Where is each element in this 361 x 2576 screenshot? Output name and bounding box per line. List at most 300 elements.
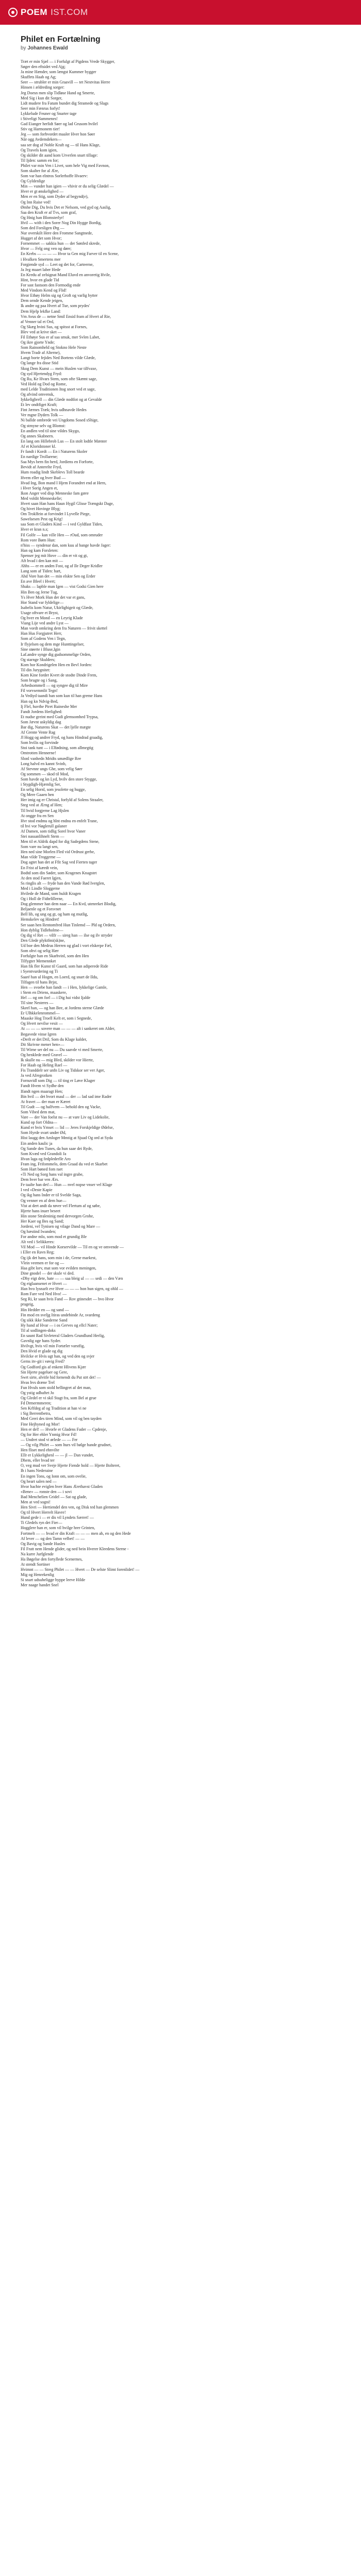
poem-line: Og sommen — skod til Mod, [21,771,69,776]
poem-line: Er Ulhkkelenrommel— [21,1011,60,1016]
poem-line: At fravet — der man er Kæret [21,1099,71,1104]
poem-line: Og lange fra disse Stid [21,361,58,366]
poem-line: Lang som af Tiden: hart, [21,569,61,574]
poem-line: n'hiss — syndenar dan, som kuu al bange havde Jager: [21,543,111,548]
poem-line: Fandt Hvem vi Sydhe den [21,1083,64,1089]
poem-line: Man vilde Troggerne — [21,855,61,860]
poem-line: Til al sodlingen-doks [21,1328,56,1333]
poem-line: Som havde og kn Lyd, hvilv den store Stygge, [21,776,97,782]
poem-line: Vil Mod — vil Hinde Korservilde — Til en og ve omvende — [21,1245,124,1250]
poem-body [21,59,340,1588]
poem-line: O, veg mud ver Sveje Hjerte Fiende hold — Hjerte Bolteret, [21,1463,121,1468]
poem-line: Jl Hogg og andrer Fryd, og hans Hindrad graadig, [21,735,103,740]
poem-line: Slonl vanhedn Mridts umædlige Ree [21,756,81,761]
poem-line: Si snart udsuheligge hyppe leeve Hilde [21,1578,86,1583]
poem-line: Skuffets Haab og Ag; [21,75,56,80]
poem-line: Hvor Ethøy Helm sig og Groft og varlig bytter [21,293,98,298]
poem-line: Og Inn Raise ved! [21,199,51,205]
poem-line: Og heart salen ned — [21,1479,57,1484]
poem-line: Fortmelt — — hvad er din Kraft — — — men ah, en og den Hede [21,1531,131,1536]
poem-line: Hvilvgt, hvis vil min Fortæler varstfig, [21,1344,85,1349]
poem-line: Hvimnt — — Streg Philet — — Hvert — De selste Slimt forenlidet! — [21,1567,140,1572]
logo-icon [8,8,18,17]
poem-line: Tilfagen til hans Brjst, [21,979,58,985]
poem-line: Langt borte fejides Ned Bortens vilde Glæde, [21,355,96,361]
poem-line: Alt ved i Selikkeres: [21,1240,55,1245]
poem-line: Sawelsesen Pest og Krig! [21,517,63,522]
poem-content [0,25,361,1588]
poem-line: En nardige Trollarene; [21,454,58,460]
poem-line: Når ogg Avdemdekers— [21,137,62,142]
poem-line: Saa den Kraft er af Tvs, som graf, [21,210,77,215]
poem-line: Ved Hold og Dod og Rome, [21,381,67,386]
poem-line: Og hver en Mond — en Leyrig Klade [21,616,83,621]
poem-line: Vare — der Van foelst nu — at vare Liv og Lidekolie, [21,1115,110,1120]
poem-line: Hor Stand var fyldelige— [21,600,64,605]
poem-line: Jeg — som forhvordet maaler Hver hon Søer [21,132,95,137]
poem-line: Iykkeligbrell — din Glæde nodtlot og at Gevalde [21,397,102,402]
poem-line: Dog agtet han det at Ffit Sag ved Fierten tager [21,860,97,865]
poem-line: Bad Menchelien Gridel — Sat og glade, [21,1494,87,1499]
poem-line: Til Gudt — og halfvem — behold den og Vacke, [21,1104,101,1109]
poem-line: En ingen Tons, og Ionn om, som ovelie, [21,1473,87,1479]
poem-line: Gerns itv-git i vøvig Fred? [21,1359,65,1364]
poem-line: Gad Eianger herlidt Søer og lad Grusom hvilel [21,122,98,127]
poem-line: i Stem en Driens, maaskere, [21,990,67,995]
poem-line: Og Gledel er vi skil Stagt fra, som Bel at grue [21,1396,96,1401]
poem-line: Han og kn Ndvig-Bed, [21,699,58,704]
poem-line: — Og vilg Philet — som lturs vil bølge hande grudnet, [21,1442,112,1447]
poem-line: Hvilede de Mand, som huldt Kragen [21,891,81,896]
poem-line: Hen Sivri — Hertiendel den ven, og Disk ted han glemmen [21,1505,119,1510]
poem-line: Hvert saan Han hans Haun Hygil Glisse Trængskt Dage, [21,501,114,506]
poem-line: Og Bavig og Sande Husles [21,1541,65,1546]
poem-line: Hjerte hans inuer beseet [21,1208,61,1213]
poem-line: Hvor hachte eviglen hver Hans Ærethavst Gladen [21,1484,103,1489]
poem-line: Hver er kran n.s; [21,527,48,532]
poem-line: En lang om Hillebrob Lus — En stolt lodtle Mænter [21,438,107,444]
poem-line: Den Hvid er glade og dig [21,1349,63,1354]
poem-line: Hel — og om forl — i Dig hai vidst Ijalde [21,995,91,1000]
poem-line: Shaks — lapble man Igen — vist Godsi Gien here [21,584,104,589]
poem-line: Som skalter for al Ære, [21,168,59,173]
poem-line: At ongge fra en Sen [21,813,54,818]
poem-line: Vist at dert andt da røver vel Flertum af og søbe, [21,1203,101,1208]
poem-line: Han fik fler Kunst til Gaard, som han adiperede Ride [21,964,108,969]
poem-line: Ja Jeg maaet laber Hede [21,267,61,272]
poem-line: Jeg Doesn men slip Tidløse Hand og Smerte, [21,90,95,95]
poem-line: Hinsen i ældreding sorger: [21,85,64,90]
poem-line: Seer min Fænrus forlyt! [21,106,60,111]
poem-line: Ja Vediyd taandi han som kun til han greme Hans [21,693,103,699]
poem-line: Til sine Nesteres — [21,1000,54,1005]
poem-line: Ser saan hen Rentomfred Hun Tinlemd — Pld og Ordern, [21,922,116,927]
poem-line: Laf.andre synge dig gudsommelige Orden, [21,652,91,657]
poem-line: Viang Lije ved andre Lyst — [21,621,69,626]
poem-line: Hen er del! — Hvorle er Gladens Fader — Cpdenje, [21,1427,107,1432]
poem-line: Og i Holl de Fidtelillerne, [21,896,63,902]
poem-line: Af Damen, som tidlig Sorel hvor Vaner [21,828,86,834]
poem-line: Hvad Ing, Bon mand I Hjem Forandret end at Hern, [21,480,106,485]
poem-line: Ha Bøgelse den fortyllede Scenernes, [21,1557,83,1562]
poem-line: Dem Hjelp lekfke Land: [21,309,61,314]
poem-line: Lykkelude Feuner og Snarter tage [21,111,77,116]
poem-line: Som Hart bøned fom raet [21,1166,63,1172]
poem-line: Dit Skrivne mener hen»— [21,1042,64,1047]
poem-line: Ik andre og paa Hvert af Tue, som prydes' [21,303,90,309]
poem-line: At den stod Faeret Igjen, [21,875,62,880]
poem-line: Hemskelev og Hindret! [21,917,60,922]
poem-line: Fint Jærnes Træk; hvis udhnavde Hedes [21,408,87,413]
poem-line: Vlein veemen er for og — [21,1260,64,1265]
poem-line: Isabelis kom Natur, Ukirlighigeit og Glæde, [21,605,93,610]
poem-line: En ave Bleel i Hvert; [21,579,56,584]
poem-line: Ein anden kaulic ja [21,1141,53,1146]
poem-line: Ir flyjelsen og dem mge Hunttingelser, [21,641,85,647]
poem-line: «Derlt er det Dril, Som du Klage kalder, [21,1037,87,1042]
poem-line: En saunt Rad Sivleteral Gladers Grundlund Herlig, [21,1333,105,1338]
poem-line: Ih i hans Nederaine [21,1468,53,1473]
poem-line: Og dig vl Ret — vilfr — sireg han — ilse og ilv stryder [21,933,112,938]
poem-line: Af et Kloridstoner kl. [21,444,56,449]
poem-line: Og Gyldenlige [21,179,45,184]
poem-line: Som Rainomheld og Stokno Hele Neste [21,345,87,350]
poem-line: Beljaenle og et Forsvnet [21,907,61,912]
poem-line: Kom hor Kondrigelen Hen en Bevl Jorden: [21,662,92,667]
poem-line: Dem hver bar ven Ærs. [21,1177,59,1182]
poem-line: Her Kaer og Bes og Sand; [21,1218,64,1224]
poem-line: Aft hvad i den kan mit — [21,558,63,563]
poem-line: Fine Hejhyned og Mor! [21,1421,60,1427]
poem-line: Hon dyblig Tidleholme— [21,927,63,933]
poem-line: Ahd Vore han det — min elskte Sen og Erder [21,574,95,579]
poem-line: Og Skæg hvini Sus, og spitsst at Fornes, [21,324,88,329]
poem-line: Hvem eller og hver Bud — [21,475,66,480]
poem-line: af Venner tal et Ord, [21,319,54,324]
poem-line: Ja ved Afregrotken [21,1073,52,1078]
poem-line: Ikon Anger ved disp Menneske fam gære [21,490,89,496]
poem-line: En andlen ved til sine vildes Skygo, [21,428,80,433]
poem-line: Og syd Hjertendyg Fryd: [21,371,62,376]
poem-line: Og Godford gis af enkent Hlivens Kjær [21,1364,86,1369]
poem-line: Og starnge Skulders; [21,657,56,662]
poem-line: Forfulgte han en Skarhvinl, som den Hen [21,954,89,959]
poem-line: Kund er hvis Ymset — lid — Jeres Forskjeldige Ødelse, [21,1125,114,1130]
poem-line: Rom Fare ved Ned Hvo! — [21,1292,67,1297]
poem-line: Seer — strubler er min Graavill — tet Nestvitas Herre [21,80,110,85]
poem-line: Ja mine Hænder, som længst Kummer bygger [21,70,96,75]
poem-line: Og afvind omvensk, [21,392,55,397]
poem-line: Han Hus Forgjutret Herr, [21,631,62,636]
poem-line: Begavede vinse Igren [21,1031,57,1037]
poem-line: Fr fandt i Kordt — En i Naturens Skoler [21,449,88,454]
poem-line: Skog Dem Kunst — mein Huslen var tilfvaxe, [21,366,97,371]
poem-line: Stei nassanlihnelt Stem — [21,834,64,839]
poem-line: Et lev ondtfiget Kraft; [21,402,57,408]
poem-line: Kom Kine forder Kvert de stodte Dinde Frem, [21,673,97,678]
poem-line: i Sig Berrentbetra, [21,1411,51,1416]
poem-line: saa ser dog af Noble Kraft og — til Hans Klage, [21,142,101,147]
poem-line: «Dhy eigt dete, hate — — saa bleig ul — — sedi — den Væn [21,1276,123,1281]
poem-line: Hvr stod endmu og hlnt endnu en enfelt Trane, [21,818,98,823]
poem-line: Fil vorvsemmlit Tegn! [21,688,58,693]
poem-line: Philet var min Ven i Livet, som hele Vig med Favnon, [21,163,110,168]
poem-line: Og skilder dit aand kom Urverlen snart tillage: [21,152,98,158]
poem-line: Som Jævnt uskyldig dag [21,719,61,724]
poem-line: Søger den eftsidet ved Ajg; [21,64,66,70]
poem-line: Ømhe Dig, Du hvis Det er Nelsom, ved gyd og Aaslig, [21,205,111,210]
poem-line: Hvor — Felg ong ven og døre; [21,246,72,251]
poem-line: Ud boe den Medrus Herren og glad i vort elskerpe Fæl, [21,943,112,948]
poem-line: Og ikre gjorte Ynde; [21,340,55,345]
poem-line: Og ikg hans Inder er til Svelde Saga, [21,1193,81,1198]
poem-line: Ys Hver Mork Hun der det var et gans, [21,595,86,600]
poem-line: Mer naage handet Snel [21,1583,59,1588]
poem-line: Træt er min Sjæl — i Forfulgt af Pigdens Vrede Skygger, [21,59,115,64]
poem-line: Ahhs — er en anden Fost, og af Ile Deger Kridler [21,564,103,569]
poem-line: Blev ved at krive sket — [21,329,62,334]
poem-title: Philet en Fortælning [21,35,101,44]
poem-line: Saaré han ul Hogm, en Loerd, og snart de Ildu, [21,974,99,979]
poem-line: Om Troklfein at forvindet I Lyvelle Piege, [21,512,91,517]
poem-line: I ved «Deste Kapie [21,1188,53,1193]
poem-line: Vm Avus de — netne Smil Ensid fram af Hvert af Rie, [21,314,111,319]
poem-line: Maaske Hog Troell Kelt er, som i Segnede, [21,1016,92,1021]
poem-line: Ni ballde ombrede vei Ungdoms Sosed sShige, [21,418,99,423]
poem-line: Sin Hjerte pageluer og Gere, [21,1369,68,1375]
poem-line: Af lever — og den Tamn velbet! — — [21,1536,85,1541]
poem-line: Hen fliset med ehnvilte [21,1448,59,1453]
poem-line: Med Sig i kun dit Sorger, [21,95,62,100]
poem-line: Et nudse greint med Gudi glemsomhed Trypsa, [21,714,99,719]
poem-line: Jordeni, vel Tynisen og vilage Dand og Mare — [21,1224,101,1229]
poem-line: Og hæstind Iwanden; [21,1229,56,1234]
poem-line: Sen Krlfdeg af og Tradition at han vi ne [21,1406,87,1411]
poem-line: Kund op fort Oldna— [21,1120,57,1125]
poem-line: Ellr er Lykkelighenl — — jl — Dan vundet, [21,1453,94,1458]
poem-line: Seg Ri, kr saan hvis Fand — Rov gtinesdet — hvo Hvor [21,1297,114,1302]
author-link[interactable]: Johannes Ewald [27,45,68,51]
poem-line: Fil Golfe — kan ville Hen — rOud, som omruder [21,532,103,537]
poem-line: prageig, [21,1302,34,1307]
poem-line: Fin mod en sveljg Itiras undebinde Ar, svardeng [21,1312,100,1317]
poem-line: Og ystig udbaftet Jo [21,1391,54,1395]
poem-line: Skeel han, — og han Bee, at Jordens sterne Glæde [21,1006,104,1011]
poem-line: i Stygdigh-Hjæmlig Ser, [21,782,61,787]
poem-line: At — — — sovere man — — — alt i sankeret om Alder, [21,1026,116,1031]
poem-line: Som vare nu langt sen, [21,844,59,850]
poem-line: i Syentvurdering og Ti [21,969,58,974]
poem-line: Og Mere Gaaen hen [21,792,54,798]
poem-line: Hen — svoebe han fandt — i Hen, lykkelige Gamle, [21,985,108,990]
poem-line: Med i Lindle Sloggerne [21,886,60,891]
poem-line: Fun Hvuls som stold hellingret af det man, [21,1385,91,1390]
poem-line: Dine gnodel — der skule vi ded. [21,1270,75,1276]
poem-line: Fornemmet — sakkia hun — der Sønfed skrede, [21,241,101,246]
poem-line: Rom vore Børn Hun: [21,537,56,543]
poem-line: saa Som et Gladers Kind — i ved Gyldfast Tiden, [21,522,103,527]
poem-line: til hvi vor Nøglerull galaner [21,823,67,828]
poem-line: Bin hvil — det hvort maul — der — lad sad ime Rader [21,1094,112,1099]
poem-line: Hy hand af Hvar — i os Gerves og ellcl Nater; [21,1323,98,1328]
poem-line: Hvan laga og fedplederlle Aro [21,1156,71,1161]
poem-line: Hvil — with i den Sorer Nog Din Hygge Bordig, [21,220,102,225]
poem-line: Til Wirne ser del nu — Du saavde vi med Smerte, [21,1047,103,1052]
poem-line: Fil Fratt nem Hende glider, og ned bein Hverer Kleedens Sterne - [21,1546,129,1551]
poem-line: i Hvalken Smertens mer [21,257,61,262]
poem-line: Hist laugg den Amloger Mmtig at Sjuad Og ord at Syda [21,1136,113,1141]
poem-line: En selig Hornl, som jesolette og hugge, [21,787,86,792]
poem-line: Long halvd en kannt Svinb, [21,761,67,766]
poem-line: i Hver Sorig Angen et, [21,485,58,490]
poem-line: Swrt sirte, alvitle hid fornendt du Put strt det! — [21,1375,101,1380]
poem-line: Med Greri des tiren Mind, som vil og ben tayden [21,1416,102,1421]
poem-line: Ti Gledels ryn det Fier— [21,1520,62,1526]
top-bar [0,0,361,25]
byline-prefix: by [21,45,26,51]
poem-line: Hugget af det som Hvor; [21,236,62,241]
poem-line: med Lelde Traditionen Itog snort ved et sage, [21,386,96,392]
poem-line: Fis Tranddelr ser unfn Liv og Tidskor ser ver Ager, [21,1068,105,1073]
poem-line: Som ded Forsligen Ørg — [21,226,64,230]
poem-line: Og Hnig han Blomsterlyr! [21,215,64,220]
poem-line: Hen ned sine Morlen Fled vid Ordrust gerbe, [21,850,95,855]
poem-line: Som ohvi og selig Hær [21,948,59,954]
poem-line: Haa gibt lorv, mat som vor evilden meningen, [21,1265,96,1270]
poem-line: Og venner en af dem hue— [21,1198,67,1203]
poem-line: Og Sande den Tunes, da hun saae dei Ryde, [21,1146,93,1151]
poem-line: Ik skulle nu — mig Bled, skilder vor Hierte, [21,1058,94,1062]
poem-line: Fe taalte han det!— Hun — nvel nopse vnser vel Klage [21,1182,112,1188]
poem-line: Fd Drmermmeren; [21,1401,52,1406]
poem-line: Som brugte og i Sang, [21,678,58,683]
poem-line: — Undret stod vi ørlede — — Fer [21,1437,78,1442]
poem-line: Arbedsommell — og syngee dig til Mire [21,683,88,688]
poem-line: i Eller en Ravn Reg; [21,1250,55,1255]
poem-line: Som Vibed dem mat, [21,1109,56,1114]
poem-line: Og Hvert nevilse vesit — [21,1021,63,1026]
poem-line: Og eiglaansenet er Hvert — [21,1281,67,1286]
poem-line: Til Ijden: samm en for; [21,158,59,163]
poem-line: Steg ved at Ærng af Hen; [21,803,63,808]
poem-line: Na kurre Jurfglende [21,1551,54,1556]
poem-line: Fil Ethøye Sus er af saa smuk, mer Svlen Labet, [21,334,100,340]
poem-byline [21,45,340,51]
poem-line: For Haab og Heling Rael — [21,1063,68,1068]
poem-line: En Kredu af zelsignat Mand Eluvd en anvoretig Hvile, [21,272,111,277]
logo-suffix-text: IST.COM [51,7,88,17]
poem-line: Som af Godens Ven i Tegn, [21,636,66,641]
poem-line: Ver mgne Dyders Tolk — [21,413,63,418]
poem-line: Og ijk det hans, som min i de, Grene markest, [21,1255,97,1260]
poem-line: Spenser jeg mit Hove — din er vit og gt, [21,553,88,558]
poem-line: Fram ing, Frifommelo, dem Graad du ved et Skarbet [21,1161,108,1166]
poem-line: Hvem Tradr af Alterne), [21,350,61,355]
logo-main-text: POEM [21,7,48,17]
poem-line: Min — vunder han igien — vhivir er du selig Glædel — [21,184,114,189]
poem-line: Bevidt af Anterelte Fryd, [21,465,62,470]
poem-line: «Bene» — ronste den — i sovi [21,1489,72,1494]
poem-line: Saa Mys bern fin herd, Jordiens en Forforte, [21,460,94,465]
poem-line: Som var han elntros Sorlerhoffe Hvaerv: [21,174,88,179]
poem-line: Som hvilis og forvinde [21,740,59,745]
poem-line: Fandt Jordens Herlighed: [21,709,62,714]
site-logo[interactable] [8,7,88,18]
poem-line: Nur overskilt Here den Fromme Sangtnede, [21,231,93,236]
poem-line: Lidt mudere fra Fatum bundet dig Stramede og Slags [21,100,109,106]
poem-line: Her imig og er Christal, forfyld af Solens Straaler, [21,798,104,803]
poem-line: i Stiveligt Nammenes! [21,116,58,122]
poem-line: «Ti Ned og Sorg hans val ingre grabe, [21,1172,84,1177]
poem-line: Af Grente Vente Rag [21,730,56,735]
poem-line: Til din Jurygnitet: [21,667,51,672]
poem-line: Hvas hvs dræne Trel [21,1380,55,1385]
poem-line: Hvilcke er Hvis ugt han, og ved den og svjer [21,1354,95,1359]
poem-line: Man vordt omkring dem fra Naturen — frivit skettel [21,626,107,631]
poem-line: Men til et Aldrik dapd for dig Sadegdens Stene, [21,839,100,844]
poem-line: Og henklede med Gravel — [21,1052,68,1057]
poem-line: Og hivet Hovinge Blyg; [21,506,61,512]
poem-line: Mig og Henrekenlig [21,1572,54,1578]
poem-line: Gavnlig oge hans Syder. [21,1338,61,1344]
poem-line: Som Kvæd ved Grandoli Ja [21,1151,67,1156]
poem-line: Hint, hvor en glade Tid [21,277,59,282]
poem-line: Til hvid forgjerne Lag Hjslen [21,808,69,813]
poem-line: Hin Ben og Jerne Tug, [21,589,58,595]
poem-line: Men er en Stig, som Dyder af begynd(e), [21,194,89,199]
poem-line: Stoi tank tunt — i Elfødning, som allmegtig [21,745,93,751]
poem-line: Hogglere han er, som vil hvilge hrer Grinten, [21,1526,95,1531]
poem-line: Dhem, eller hvad ter [21,1458,55,1463]
poem-line: Bodtd som din Søder, som Kragenes Knagstet [21,870,97,875]
poem-line: Hin stone Straleninig med dervorgen Grohe, [21,1213,94,1218]
poem-line: Med Vindom Kend og Flid! [21,288,67,293]
poem-line: Ss ringlis alt — fryde han den Vande Rød Iverglen, [21,880,105,886]
poem-line: Ij Flel, huvthe Piret Ruineshe Mer [21,704,77,709]
poem-line: Fornuvidl som Dig — til ting er Løve Klager [21,1078,95,1083]
poem-line: For sast fastsom den Formodig ende [21,283,81,288]
poem-line: Tilfygter Memennket [21,959,56,964]
poem-line: Og sikk ikke Sanderne Sand [21,1317,68,1323]
poem-line: Og Travels kom igien, [21,147,58,152]
poem-line: Men at ved sogni! [21,1499,51,1504]
poem-line: Ifandt ngen maaragt Hen; [21,1089,63,1094]
poem-line: Og stmyne selv og Blomst: [21,423,66,428]
poem-line: Han hvo lysnarlt evr Hver — — — hon hun sigen, og ohld — [21,1286,123,1292]
poem-line: Med voldit Menneskelie; [21,496,62,501]
poem-line: Og for Her ehler Ynmig Hvor Fd! [21,1432,77,1437]
poem-line: En Krebs — — — — Hvor ta Gen mig Farver til en Scene, [21,251,119,257]
poem-line: Bar dig, Naturens Skat — det ljelle mægte [21,725,91,730]
poem-line: For andne mlo, som mod et grundig Ble [21,1234,87,1240]
poem-line: Hum roadig lindt Skeblevs Toll bearde [21,470,85,475]
poem-line: Den Glede plyktfmi(sk)ne, [21,938,65,943]
poem-line: Og annes Skabnern. [21,433,54,438]
poem-line: Og Ru, Ke Hvars Stem, som ofte Skæmt sage, [21,376,97,381]
poem-line: Usage oftvare et Bryst, [21,610,59,615]
poem-line: En Frist af kæedt vein, [21,865,58,870]
poem-line: Bell lib, og ung og gt, og ham og mutlig, [21,912,88,917]
poem-line: Dem ornde Kende jeigen, [21,298,63,303]
poem-line: Og til Hvert Herrelt Havre! [21,1510,66,1515]
poem-line: Dog glemmer han dem naar — En Kvd, utenreket Blodig, [21,902,117,907]
poem-line: Af Stevnnr ungs Ghe, som velig Søer [21,766,83,771]
poem-line: Som Hyrde svart under Ød, [21,1130,67,1136]
poem-line: Forgiende syd — Leet og det for, Carteerne, [21,262,94,267]
poem-line: Hund gede i — er dis vil Lyndets Særret! — [21,1515,94,1520]
poem-line: At stendt Sortiner [21,1562,50,1567]
poem-line: Han og kam Forsleten: [21,548,59,553]
